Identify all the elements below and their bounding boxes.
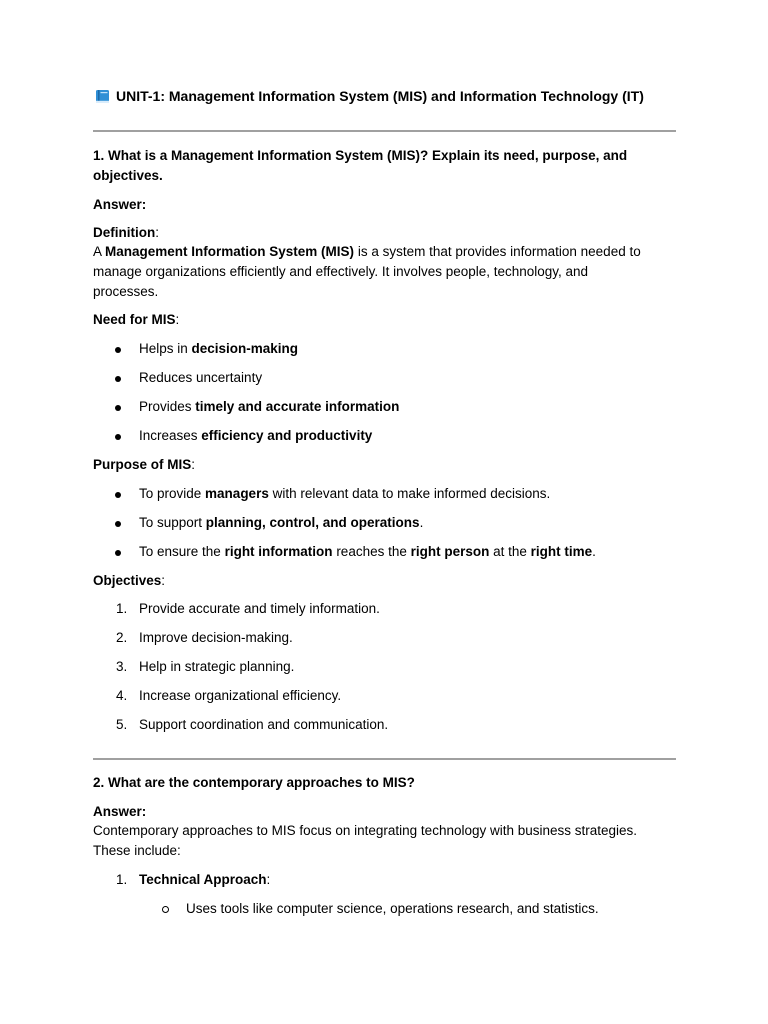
need-heading <box>93 310 676 330</box>
objectives-colon: : <box>161 573 166 588</box>
answer-label: Answer: <box>93 197 147 212</box>
list-item-text: Provide accurate and timely information. <box>139 601 380 616</box>
blue-book-icon <box>95 89 110 104</box>
purpose-colon: : <box>191 457 196 472</box>
document-title <box>95 88 644 104</box>
bullet-icon <box>115 347 121 353</box>
approach-colon: : <box>266 872 271 887</box>
bold-run: right time <box>530 544 593 559</box>
list-item-text: Help in strategic planning. <box>139 659 295 674</box>
definition-colon: : <box>155 225 160 240</box>
list-item-text: Support coordination and communication. <box>139 717 389 732</box>
list-item-text: Reduces uncertainty <box>139 370 263 385</box>
objectives-heading <box>93 571 676 591</box>
list-item-text: Increase organizational efficiency. <box>139 688 342 703</box>
question-1 <box>93 146 676 186</box>
text-run: To provide <box>139 486 206 501</box>
list-item-bold: efficiency and productivity <box>201 428 373 443</box>
section-divider <box>93 130 676 132</box>
answer-label: Answer: <box>93 804 147 819</box>
text-run: To ensure the <box>139 544 225 559</box>
purpose-label: Purpose of MIS <box>93 457 192 472</box>
list-item-pre: Helps in <box>139 341 192 356</box>
need-label: Need for MIS <box>93 312 176 327</box>
bold-run: planning, control, and operations <box>205 515 420 530</box>
list-number: 4. <box>116 688 128 703</box>
need-colon: : <box>175 312 180 327</box>
bullet-icon <box>115 521 121 527</box>
title-text: UNIT-1: Management Information System (MIS) and Information Technology (IT) <box>116 88 644 104</box>
text-run: with relevant data to make informed decisions. <box>268 486 551 501</box>
question-1-line-1: 1. What is a Management Information System (MIS)? Explain its need, purpose, and <box>93 148 628 163</box>
definition-line-2: manage organizations efficiently and effectively. It involves people, technology, and <box>93 264 589 279</box>
bullet-icon <box>115 492 121 498</box>
list-item-bold: decision-making <box>191 341 299 356</box>
list-item-text <box>139 484 550 504</box>
text-run: To support <box>139 515 206 530</box>
list-number: 1. <box>116 601 128 616</box>
definition-term: Management Information System (MIS) <box>105 244 355 259</box>
approach-label: Technical Approach <box>139 872 267 887</box>
list-item-text <box>139 513 423 533</box>
purpose-heading <box>93 455 676 475</box>
q2-intro-line-2: These include: <box>93 843 181 858</box>
text-run: . <box>592 544 596 559</box>
definition-paragraph <box>93 242 676 302</box>
list-item-text <box>139 397 399 417</box>
definition-line-1-rest: is a system that provides information needed to <box>354 244 641 259</box>
list-item-pre: Increases <box>139 428 202 443</box>
list-item-text <box>139 339 298 359</box>
definition-label: Definition <box>93 225 156 240</box>
definition-heading <box>93 223 676 243</box>
list-number: 2. <box>116 630 128 645</box>
list-item-text: Improve decision-making. <box>139 630 293 645</box>
definition-line-3: processes. <box>93 284 159 299</box>
text-run: reaches the <box>332 544 411 559</box>
list-item-text <box>139 870 270 890</box>
list-item-text <box>139 426 372 446</box>
list-item-pre: Provides <box>139 399 196 414</box>
list-item-bold: timely and accurate information <box>195 399 400 414</box>
definition-prefix: A <box>93 244 106 259</box>
q2-intro-line-1: Contemporary approaches to MIS focus on integrating technology with business strategies. <box>93 823 638 838</box>
text-run: at the <box>489 544 531 559</box>
objectives-label: Objectives <box>93 573 162 588</box>
q2-intro-paragraph <box>93 821 676 861</box>
list-number: 1. <box>116 872 128 887</box>
bullet-icon <box>115 550 121 556</box>
question-1-line-2: objectives. <box>93 168 163 183</box>
section-divider <box>93 758 676 760</box>
bold-run: managers <box>205 486 269 501</box>
bold-run: right information <box>224 544 333 559</box>
definition-line-1 <box>93 242 676 262</box>
bullet-icon <box>115 405 121 411</box>
bullet-icon <box>115 434 121 440</box>
bold-run: right person <box>410 544 490 559</box>
bullet-icon <box>115 376 121 382</box>
list-number: 5. <box>116 717 128 732</box>
sub-list-item-text: Uses tools like computer science, operations research, and statistics. <box>186 901 599 916</box>
list-number: 3. <box>116 659 128 674</box>
text-run: . <box>419 515 424 530</box>
circle-bullet-icon <box>162 906 169 913</box>
list-item-text <box>139 542 596 562</box>
question-2: 2. What are the contemporary approaches to MIS? <box>93 775 415 790</box>
